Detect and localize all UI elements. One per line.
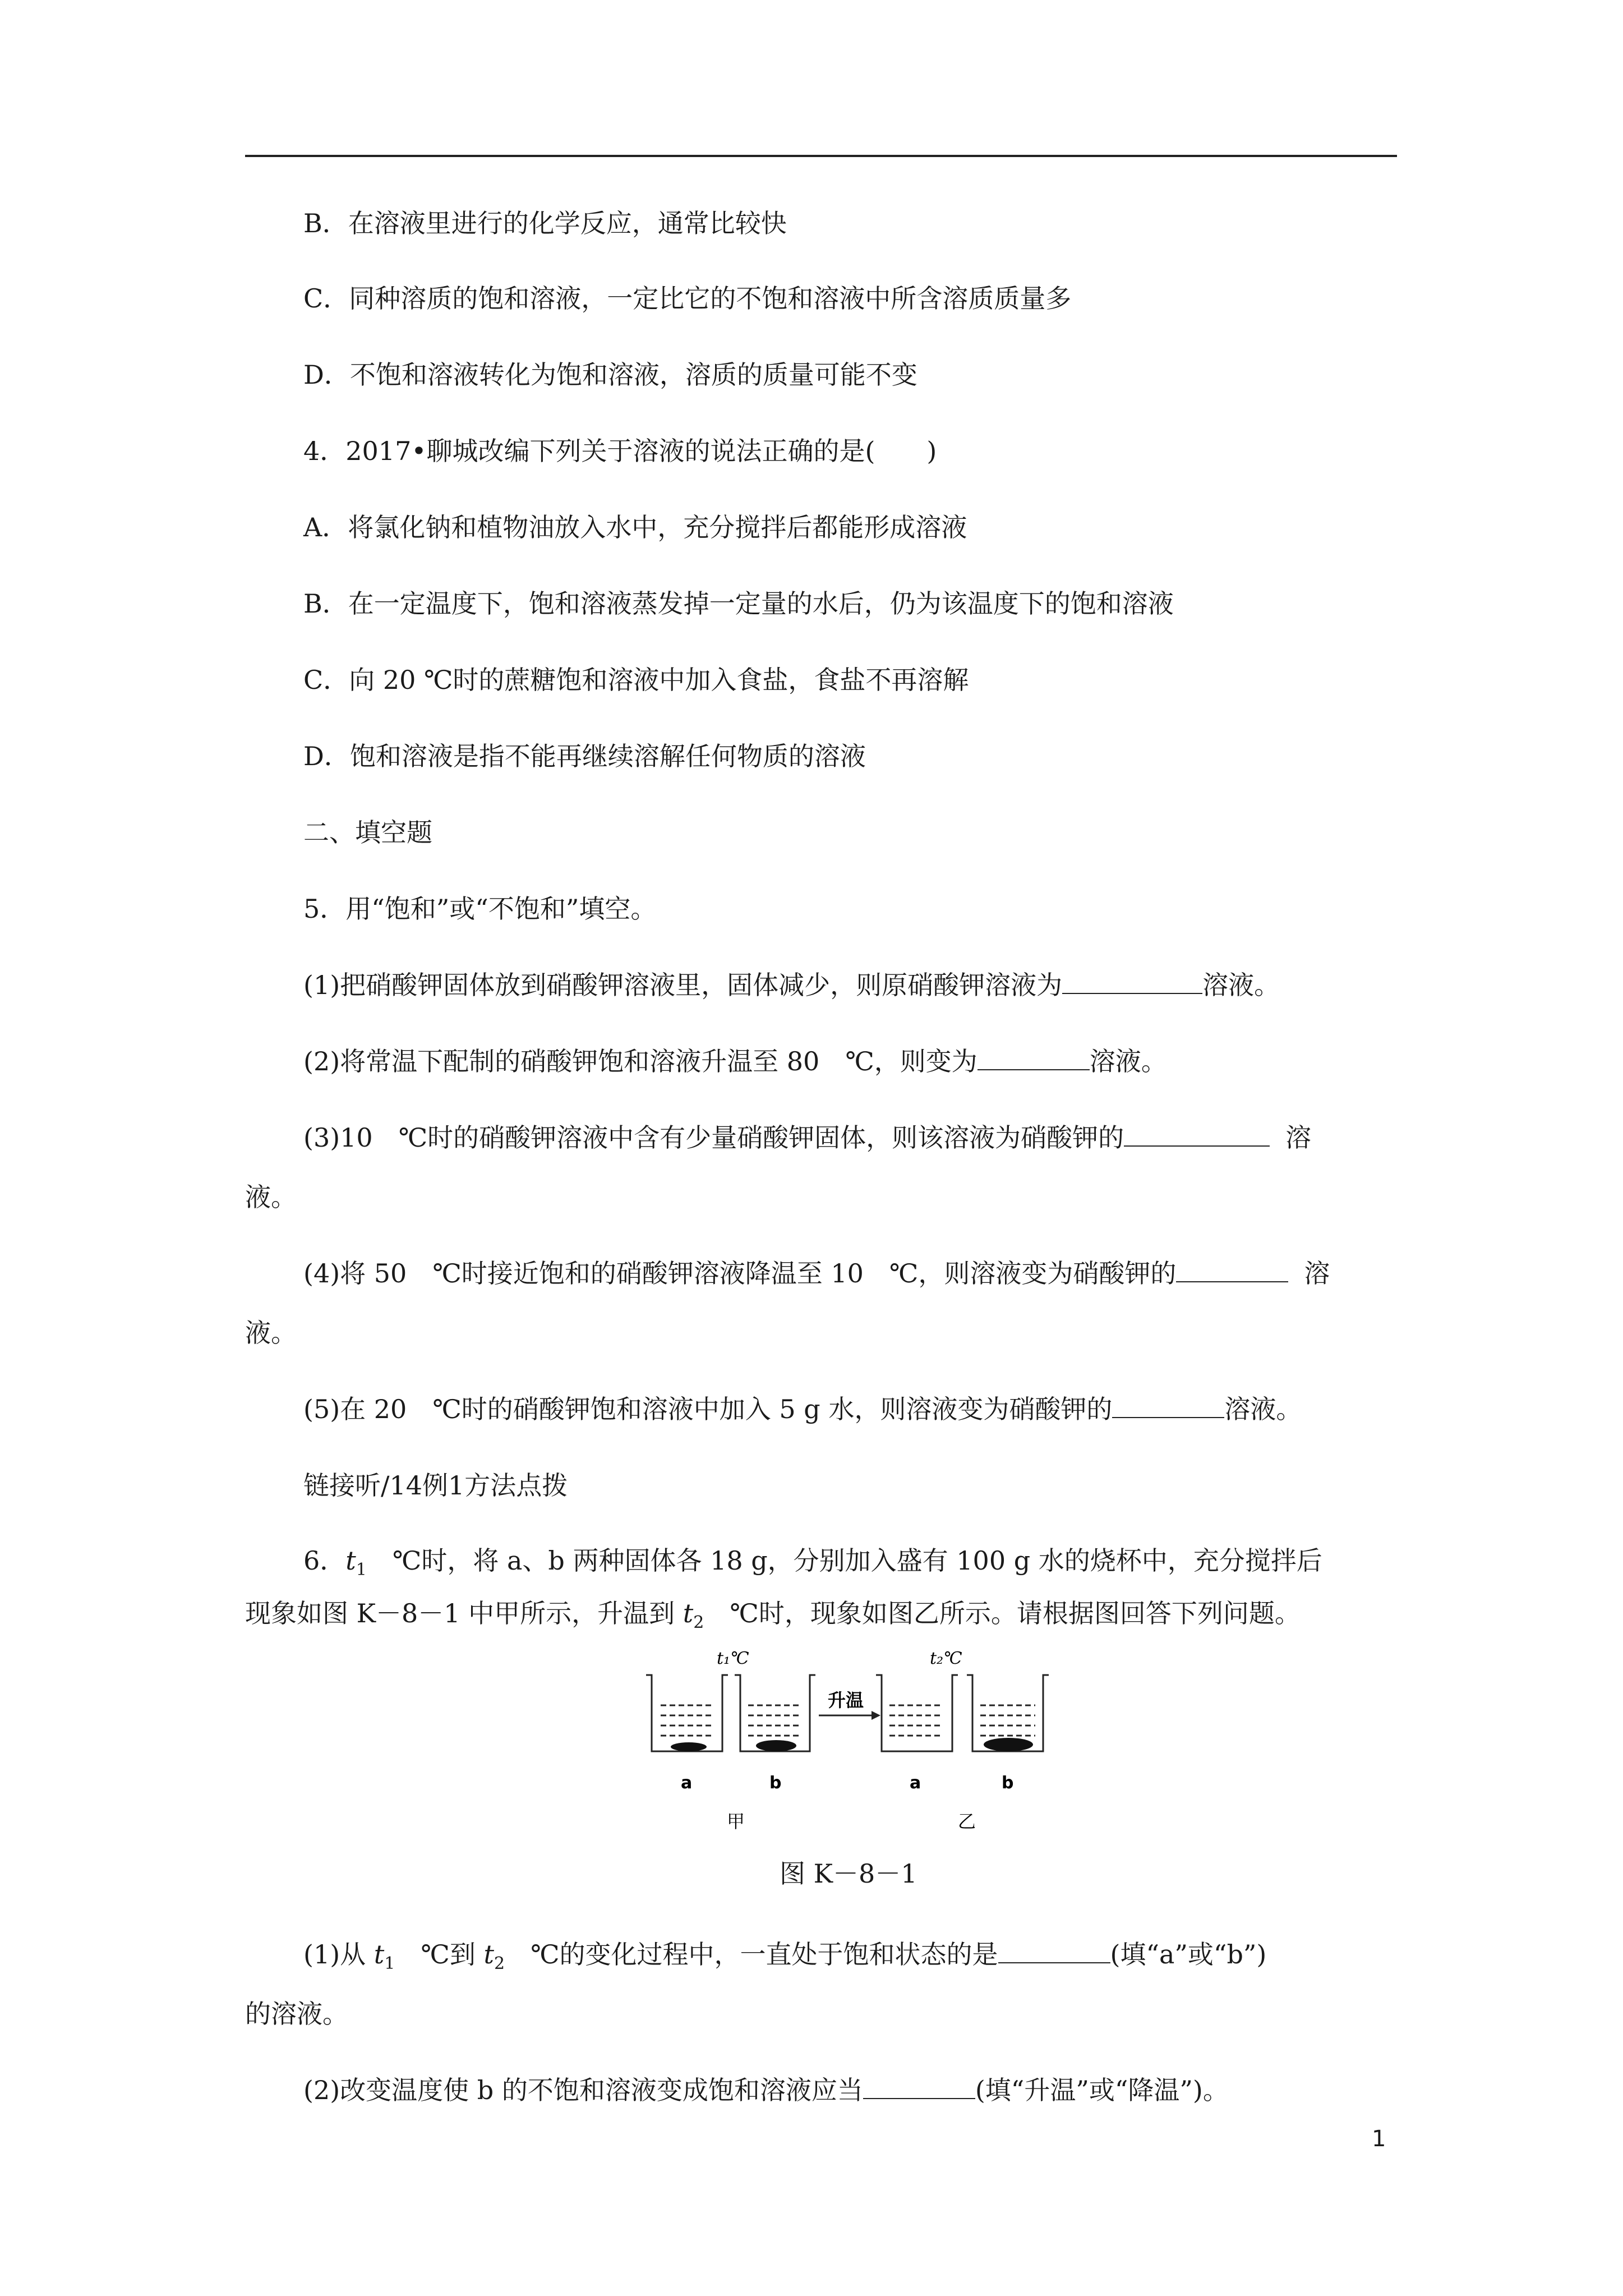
solid-residue-b2 (984, 1738, 1033, 1751)
temp-label-t1: t₁℃ (717, 1649, 749, 1668)
q6-part1-cont: 的溶液。 (245, 1999, 348, 2029)
beaker-label-b: b (1002, 1773, 1014, 1793)
q5-part2: (2)将常温下配制的硝酸钾饱和溶液升温至 80 ℃，则变为 溶液。 (303, 1046, 1167, 1076)
beaker-label-a: a (681, 1773, 693, 1793)
q4-option-d: D．饱和溶液是指不能再继续溶解任何物质的溶液 (303, 741, 866, 771)
q5-part1: (1)把硝酸钾固体放到硝酸钾溶液里，固体减少，则原硝酸钾溶液为 溶液。 (303, 970, 1280, 1000)
q5-part4-cont: 液。 (245, 1318, 297, 1348)
arrow-label: 升温 (828, 1690, 864, 1711)
q6-stem-line2: 现象如图 K－8－1 中甲所示，升温到 $t_2$ ℃时，现象如图乙所示。请根据图回答下列问题。 (245, 1598, 1301, 1632)
q4-option-b: B．在一定温度下，饱和溶液蒸发掉一定量的水后，仍为该温度下的饱和溶液 (303, 588, 1174, 619)
page-number: 1 (1372, 2126, 1386, 2152)
answer-blank[interactable] (978, 1047, 1090, 1070)
q6-stem-line1: 6．$t_1$ ℃时，将 a、b 两种固体各 18 g，分别加入盛有 100 g 水的烧杯中，充分搅拌后 (303, 1545, 1322, 1580)
temp-label-t2: t₂℃ (930, 1649, 962, 1668)
beaker-label-a: a (910, 1773, 921, 1793)
beaker-figure (645, 1647, 993, 1838)
beaker-a2 (876, 1675, 958, 1751)
header-rule (245, 155, 1397, 157)
beaker-a1 (646, 1675, 728, 1751)
answer-blank[interactable] (998, 1940, 1110, 1963)
answer-blank[interactable] (1176, 1259, 1288, 1282)
q4-stem: 4．2017•聊城改编下列关于溶液的说法正确的是( ) (303, 436, 937, 466)
answer-blank[interactable] (1062, 970, 1202, 994)
solid-residue-b1 (756, 1740, 796, 1751)
beaker-b1 (735, 1675, 815, 1751)
q6-part1: (1)从 $t_1$ ℃到 $t_2$ ℃的变化过程中，一直处于饱和状态的是 (填“a”或“b”) (303, 1939, 1267, 1973)
q3-option-b: B．在溶液里进行的化学反应，通常比较快 (303, 208, 787, 238)
q3-option-d: D．不饱和溶液转化为饱和溶液，溶质的质量可能不变 (303, 360, 917, 390)
q4-option-c: C．向 20 ℃时的蔗糖饱和溶液中加入食盐，食盐不再溶解 (303, 665, 969, 695)
q5-part4: (4)将 50 ℃时接近饱和的硝酸钾溶液降温至 10 ℃，则溶液变为硝酸钾的 溶 (303, 1258, 1330, 1289)
q5-part5: (5)在 20 ℃时的硝酸钾饱和溶液中加入 5 g 水，则溶液变为硝酸钾的 溶液。 (303, 1394, 1302, 1424)
method-link[interactable]: 链接听/14例1方法点拨 (303, 1470, 568, 1501)
answer-blank[interactable] (1112, 1395, 1224, 1418)
q3-option-c: C．同种溶质的饱和溶液，一定比它的不饱和溶液中所含溶质质量多 (303, 283, 1072, 314)
q5-part3-cont: 液。 (245, 1182, 297, 1212)
q5-part3: (3)10 ℃时的硝酸钾溶液中含有少量硝酸钾固体，则该溶液为硝酸钾的 溶 (303, 1122, 1312, 1153)
solid-residue-a1 (671, 1742, 707, 1751)
beaker-label-b: b (769, 1773, 782, 1793)
group-label-yi: 乙 (958, 1811, 976, 1832)
section-heading: 二、填空题 (303, 817, 432, 848)
figure-caption: 图 K－8－1 (780, 1858, 917, 1889)
group-label-jia: 甲 (727, 1811, 745, 1832)
q4-option-a: A．将氯化钠和植物油放入水中，充分搅拌后都能形成溶液 (303, 512, 967, 542)
beaker-figure-right (958, 1647, 1082, 1838)
q6-part2: (2)改变温度使 b 的不饱和溶液变成饱和溶液应当 (填“升温”或“降温”)。 (303, 2075, 1229, 2105)
answer-blank[interactable] (1124, 1123, 1270, 1147)
q5-stem: 5．用“饱和”或“不饱和”填空。 (303, 894, 657, 924)
answer-blank[interactable] (863, 2076, 975, 2099)
